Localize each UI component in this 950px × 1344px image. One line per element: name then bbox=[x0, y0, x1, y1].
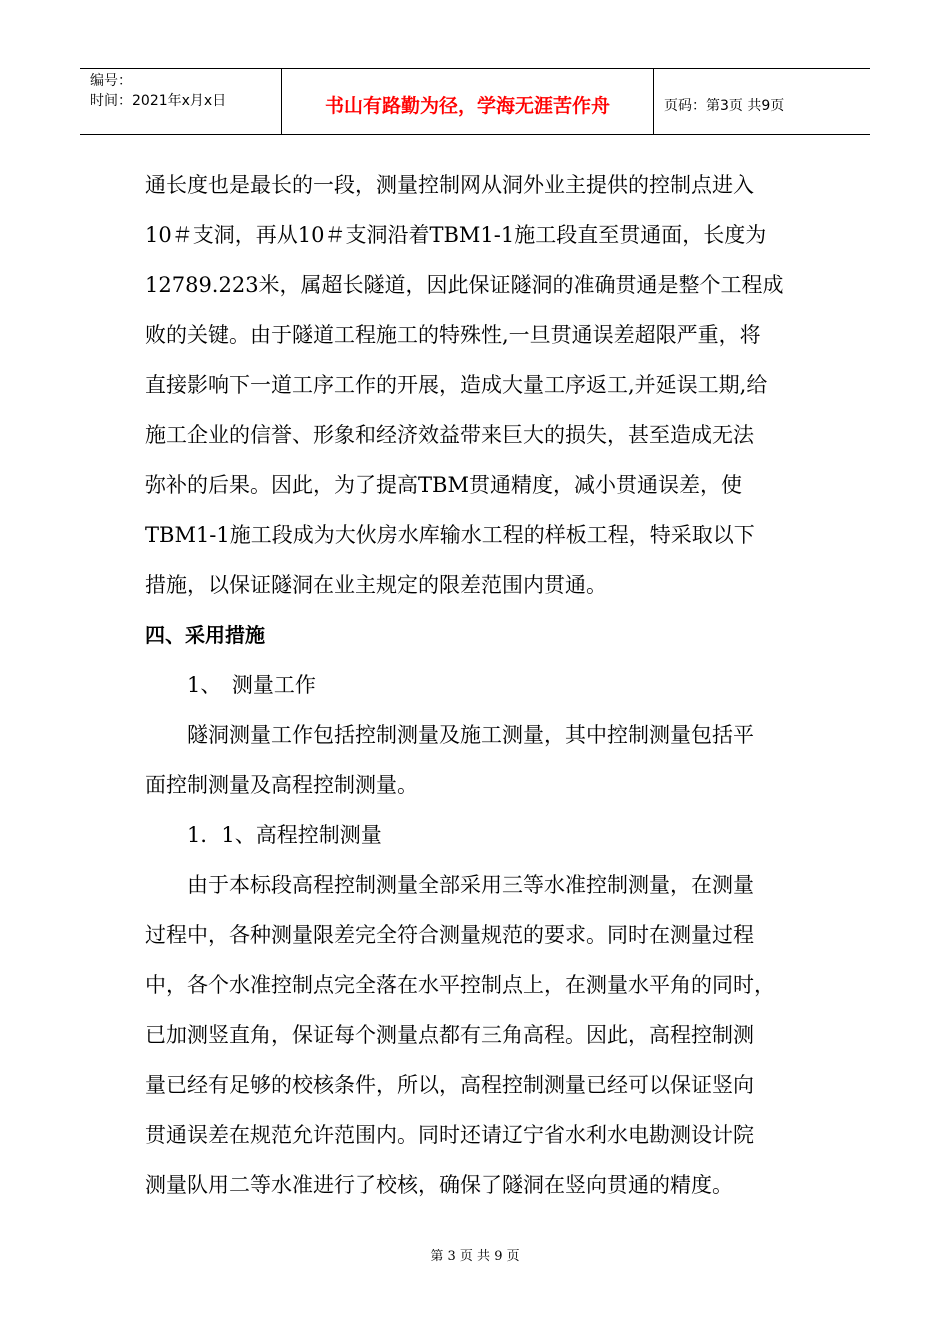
body-line: 量已经有足够的校核条件，所以，高程控制测量已经可以保证竖向 bbox=[145, 1073, 754, 1097]
body-line: 12789.223米，属超长隧道，因此保证隧洞的准确贯通是整个工程成 bbox=[145, 273, 784, 297]
body-line: 施工企业的信誉、形象和经济效益带来巨大的损失，甚至造成无法 bbox=[145, 423, 754, 447]
body-line: 已加测竖直角，保证每个测量点都有三角高程。因此，高程控制测 bbox=[145, 1023, 754, 1047]
body-line: 弥补的后果。因此，为了提高TBM贯通精度，减小贯通误差，使 bbox=[145, 473, 742, 497]
time-label: 时间：2021年x月x日 bbox=[90, 93, 227, 109]
sub-heading: 1．1、高程控制测量 bbox=[187, 823, 382, 847]
body-line: TBM1-1施工段成为大伙房水库输水工程的样板工程，特采取以下 bbox=[145, 523, 755, 547]
body-line: 中，各个水准控制点完全落在水平控制点上，在测量水平角的同时， bbox=[145, 973, 775, 997]
body-line: 隧洞测量工作包括控制测量及施工测量，其中控制测量包括平 bbox=[187, 723, 754, 747]
sub-heading: 1、 测量工作 bbox=[187, 673, 316, 697]
body-line: 直接影响下一道工序工作的开展，造成大量工序返工,并延误工期,给 bbox=[145, 373, 768, 397]
body-line: 措施，以保证隧洞在业主规定的限差范围内贯通。 bbox=[145, 573, 607, 597]
page-footer: 第 3 页 共 9 页 bbox=[430, 1249, 520, 1264]
body-line: 由于本标段高程控制测量全部采用三等水准控制测量，在测量 bbox=[187, 873, 754, 897]
section-heading: 四、采用措施 bbox=[145, 623, 265, 647]
body-line: 测量队用二等水准进行了校核，确保了隧洞在竖向贯通的精度。 bbox=[145, 1173, 733, 1197]
body-line: 过程中，各种测量限差完全符合测量规范的要求。同时在测量过程 bbox=[145, 923, 754, 947]
header-meta bbox=[80, 69, 282, 134]
document-body bbox=[145, 160, 835, 1210]
body-line: 10＃支洞，再从10＃支洞沿着TBM1-1施工段直至贯通面，长度为 bbox=[145, 223, 767, 247]
body-line: 通长度也是最长的一段，测量控制网从洞外业主提供的控制点进入 bbox=[145, 173, 754, 197]
body-line: 贯通误差在规范允许范围内。同时还请辽宁省水利水电勘测设计院 bbox=[145, 1123, 754, 1147]
body-line: 败的关键。由于隧道工程施工的特殊性,一旦贯通误差超限严重，将 bbox=[145, 323, 761, 347]
header-motto: 书山有路勤为径，学海无涯苦作舟 bbox=[282, 69, 654, 134]
page-header bbox=[80, 68, 870, 135]
body-line: 面控制测量及高程控制测量。 bbox=[145, 773, 418, 797]
header-page-code: 页码：第3页 共9页 bbox=[664, 97, 785, 114]
number-label: 编号： bbox=[90, 73, 132, 89]
